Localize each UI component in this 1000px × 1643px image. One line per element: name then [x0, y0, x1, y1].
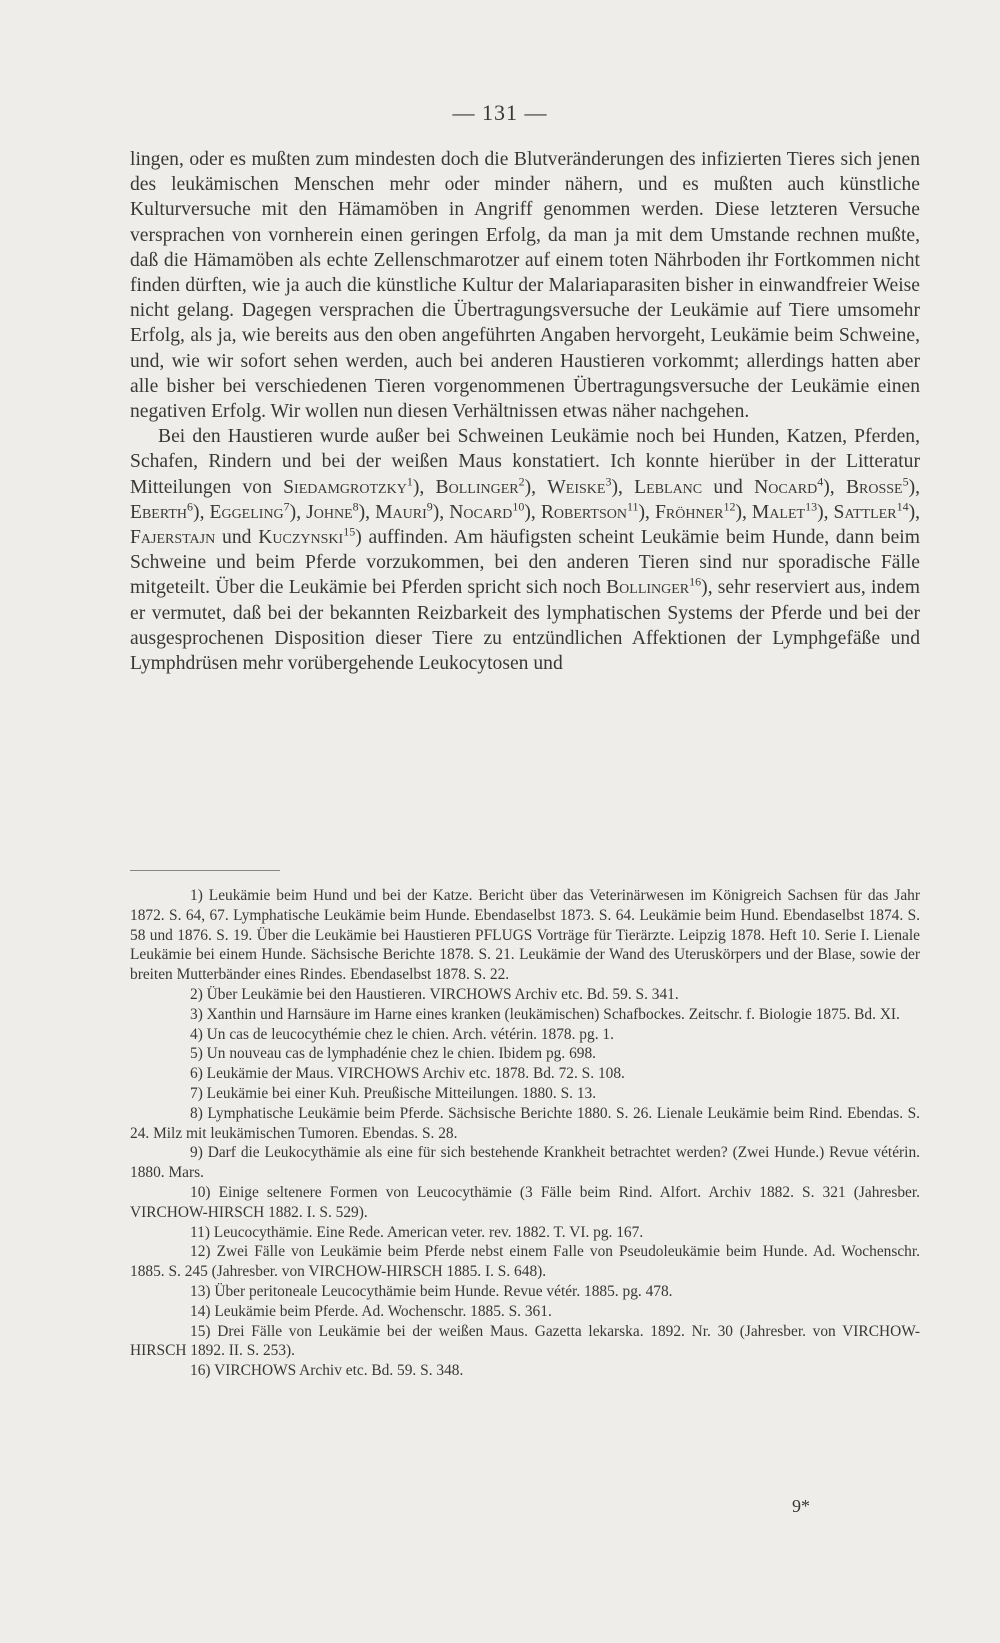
footnote-ref: 10: [512, 499, 525, 514]
citation-text: ,: [915, 476, 921, 498]
footnote: 6) Leukämie der Maus. VIRCHOWS Archiv etc. 1878. Bd. 72. S. 108.: [190, 1065, 625, 1083]
citation-text: ,: [645, 501, 655, 523]
footnote: 13) Über peritoneale Leucocythämie beim Hunde. Revue vétér. 1885. pg. 478.: [190, 1282, 673, 1300]
page-number: — 131 —: [452, 100, 548, 125]
citation-text: ,: [365, 501, 376, 523]
footnote: 2) Über Leukämie bei den Haustieren. VIRCHOWS Archiv etc. Bd. 59. S. 341.: [190, 985, 679, 1003]
footnote: 4) Un cas de leucocythémie chez le chien. Arch. vétérin. 1878. pg. 1.: [190, 1025, 614, 1043]
footnote-ref: 15: [343, 524, 356, 539]
footnote-rule: [130, 870, 280, 871]
footnote-ref: 6: [187, 499, 194, 514]
footnote-ref: 9: [426, 499, 433, 514]
author-name: Fajerstajn: [130, 527, 216, 549]
citation-text: ,: [439, 501, 450, 523]
author-name: Kuczynski: [258, 527, 344, 549]
footnote-ref: 16: [689, 574, 702, 589]
author-name: Leblanc: [634, 476, 703, 498]
citation-text: ,: [829, 476, 846, 498]
footnote: 1) Leukämie beim Hund und bei der Katze. Bericht über das Veterinärwesen im Königreich Sachsen für das Jahr 1872. S. 64, 67. Lymphatische Leukämie beim Hunde. Ebendaselbst 1873. S. 64. Leukämie beim Hund. Ebendaselbst 1874. S. 58 und 1876. S. 19. Über die Leukämie bei Haustieren PFLUGS Vorträge für Tierärzte. Leipzig 1878. Heft 10. Serie I. Lienale Leukämie bei einem Hunde. Sächsische Berichte 1878. S. 21. Leukämie der Wand des Uteruskörpers und der Blase, sowie der breiten Mutterbänder eines Rindes. Ebendaselbst 1878. S. 22.: [130, 887, 920, 984]
author-name: Fröhner: [654, 501, 724, 523]
author-name: Bollinger: [606, 577, 690, 599]
footnote: 3) Xanthin und Harnsäure im Harne eines kranken (leukämischen) Schafbockes. Zeitschr. f. Biologie 1875. Bd. XI.: [190, 1005, 900, 1023]
paragraph-2: [130, 424, 920, 676]
footnote-ref: 13: [805, 499, 818, 514]
author-name: Nocard: [449, 501, 513, 523]
author-name: Robertson: [540, 501, 627, 523]
signature-mark: 9*: [792, 1496, 810, 1516]
footnote-ref: 5: [902, 474, 909, 489]
footnote-ref: 3: [605, 474, 612, 489]
footnote: 11) Leucocythämie. Eine Rede. American veter. rev. 1882. T. VI. pg. 167.: [190, 1223, 644, 1241]
citation-text: ,: [823, 501, 834, 523]
author-citations: Siedamgrotzky$^1$), Bollinger$^2$), Weiske$^3$), Leblanc und Nocard$^4$), Brosse$^5$), Eberth$^6$), Eggeling$^7$), Johne$^8$), Mauri$^9$), Nocard$^{10}$), Robertson$^{11}$), Fröhner$^{12}$), Malet$^{13}$), Sattler$^{14}$), Fajerstajn und Kuczynski$^{15}$) auffinden. Am häufigsten scheint Leukämie beim Hunde, dann beim Schweine und beim Pferde vorzukommen, bei den anderen Tieren sind nur sporadische Fälle mitgeteilt. Über die Leukämie bei Pferden spricht sich noch Bollinger$^{16}$), sehr reserviert aus, indem er vermutet, daß bei der bekannten Reizbarkeit des lymphatischen Systems der Pferde und bei der ausgesprochenen Disposition dieser Tiere zu entzündlichen Affektionen der Lymphgefäße und Lymphdrüsen mehr vorübergehende Leukocytosen und: [130, 474, 921, 675]
paragraph-2-intro: Bei den Haustieren wurde außer bei Schweinen Leukämie noch bei Hunden, Katzen, Pferden, Schafen, Rindern und bei der weißen Maus konstatiert. Ich konnte hierüber in der Litteratur Mitteilungen von: [130, 426, 920, 498]
author-name: Weiske: [547, 476, 606, 498]
citation-text: ,: [915, 501, 920, 523]
footnotes: [130, 886, 920, 1381]
footnote-ref: 1: [406, 474, 413, 489]
footnote: 16) VIRCHOWS Archiv etc. Bd. 59. S. 348.: [190, 1362, 464, 1380]
footnote: 7) Leukämie bei einer Kuh. Preußische Mitteilungen. 1880. S. 13.: [190, 1084, 597, 1102]
citation-text: , sehr reserviert aus, indem er vermutet, daß bei der bekannten Reizbarkeit des lymphatischen Systems der Pferde und bei der ausgesprochenen Disposition dieser Tiere zu entzündlichen Affektionen der Lymphgefäße und Lymphdrüsen mehr vorübergehende Leukocytosen und: [130, 577, 920, 675]
footnote: 5) Un nouveau cas de lymphadénie chez le chien. Ibidem pg. 698.: [190, 1045, 597, 1063]
footnote-ref: 2: [518, 474, 525, 489]
author-name: Bollinger: [435, 476, 519, 498]
footnote: 15) Drei Fälle von Leukämie bei der weißen Maus. Gazetta lekarska. 1892. Nr. 30 (Jahresber. von VIRCHOW-HIRSCH 1892. II. S. 253).: [130, 1322, 920, 1360]
author-name: Johne: [306, 501, 353, 523]
citation-text: auffinden. Am häufigsten scheint Leukämie beim Hunde, dann beim Schweine und beim Pferde vorzukommen, bei den anderen Tieren sind nur sporadische Fälle mitgeteilt. Über die Leukämie bei Pferden spricht sich noch: [130, 527, 920, 599]
footnote-ref: 12: [723, 499, 736, 514]
author-name: Siedamgrotzky: [283, 476, 407, 498]
citation-text: ,: [617, 476, 635, 498]
footnote-ref: 14: [896, 499, 909, 514]
footnote-ref: 8: [352, 499, 359, 514]
citation-text: ,: [296, 501, 307, 523]
footnote-ref: 4: [817, 474, 824, 489]
footnote: 9) Darf die Leukocythämie als eine für sich bestehende Krankheit betrachtet werden? (Zwei Hunde.) Revue vétérin. 1880. Mars.: [130, 1144, 920, 1182]
footnote-ref: 7: [283, 499, 290, 514]
footnote-ref: 11: [626, 499, 639, 514]
citation-text: ,: [199, 501, 210, 523]
footnote: 14) Leukämie beim Pferde. Ad. Wochenschr. 1885. S. 361.: [190, 1302, 552, 1320]
author-name: Eggeling: [209, 501, 284, 523]
citation-text: ,: [530, 501, 541, 523]
author-name: Mauri: [375, 501, 427, 523]
author-name: Brosse: [845, 476, 903, 498]
citation-text: ,: [531, 476, 548, 498]
paragraph-1: lingen, oder es mußten zum mindesten doch die Blutveränderungen des infizierten Tieres sich jenen des leukämischen Menschen mehr oder minder nähern, und es mußten auch künstliche Kulturversuche mit den Hämamöben in Angriff genommen werden. Diese letzteren Versuche versprachen von vornherein einen geringen Erfolg, da man ja mit dem Umstande rechnen mußte, daß die Hämamöben als echte Zellenschmarotzer auf einem toten Nährboden ihr Fortkommen nicht finden dürften, wie ja auch die künstliche Kultur der Malariaparasiten bisher in einwandfreier Weise nicht gelang. Dagegen versprachen die Übertragungsversuche der Leukämie auf Tiere umsomehr Erfolg, als ja, wie bereits aus den oben angeführten Angaben hervorgeht, Leukämie beim Schweine, und, wie wir sofort sehen werden, auch bei anderen Haustieren vorkommt; allerdings hatten aber alle bisher bei verschiedenen Tieren vorgenommenen Übertragungsversuche der Leukämie einen negativen Erfolg. Wir wollen nun diesen Verhältnissen etwas näher nachgehen.: [130, 149, 920, 423]
citation-text: und: [702, 476, 755, 498]
author-name: Sattler: [833, 501, 897, 523]
footnote: 8) Lymphatische Leukämie beim Pferde. Sächsische Berichte 1880. S. 26. Lienale Leukämie beim Rind. Ebendas. S. 24. Milz mit leukämischen Tumoren. Ebendas. S. 28.: [130, 1104, 920, 1142]
author-name: Nocard: [754, 476, 818, 498]
citation-text: und: [215, 527, 259, 549]
main-text: [130, 147, 920, 676]
author-name: Malet: [751, 501, 806, 523]
footnote: 10) Einige seltenere Formen von Leucocythämie (3 Fälle beim Rind. Alfort. Archiv 1882. S. 321 (Jahresber. VIRCHOW-HIRSCH 1882. I. S. 529).: [130, 1183, 920, 1221]
citation-text: ,: [741, 501, 752, 523]
author-name: Eberth: [130, 501, 188, 523]
footnote: 12) Zwei Fälle von Leukämie beim Pferde nebst einem Falle von Pseudoleukämie beim Hunde. Ad. Wochenschr. 1885. S. 245 (Jahresber. von VIRCHOW-HIRSCH 1885. I. S. 648).: [130, 1243, 920, 1281]
citation-text: ,: [419, 476, 436, 498]
